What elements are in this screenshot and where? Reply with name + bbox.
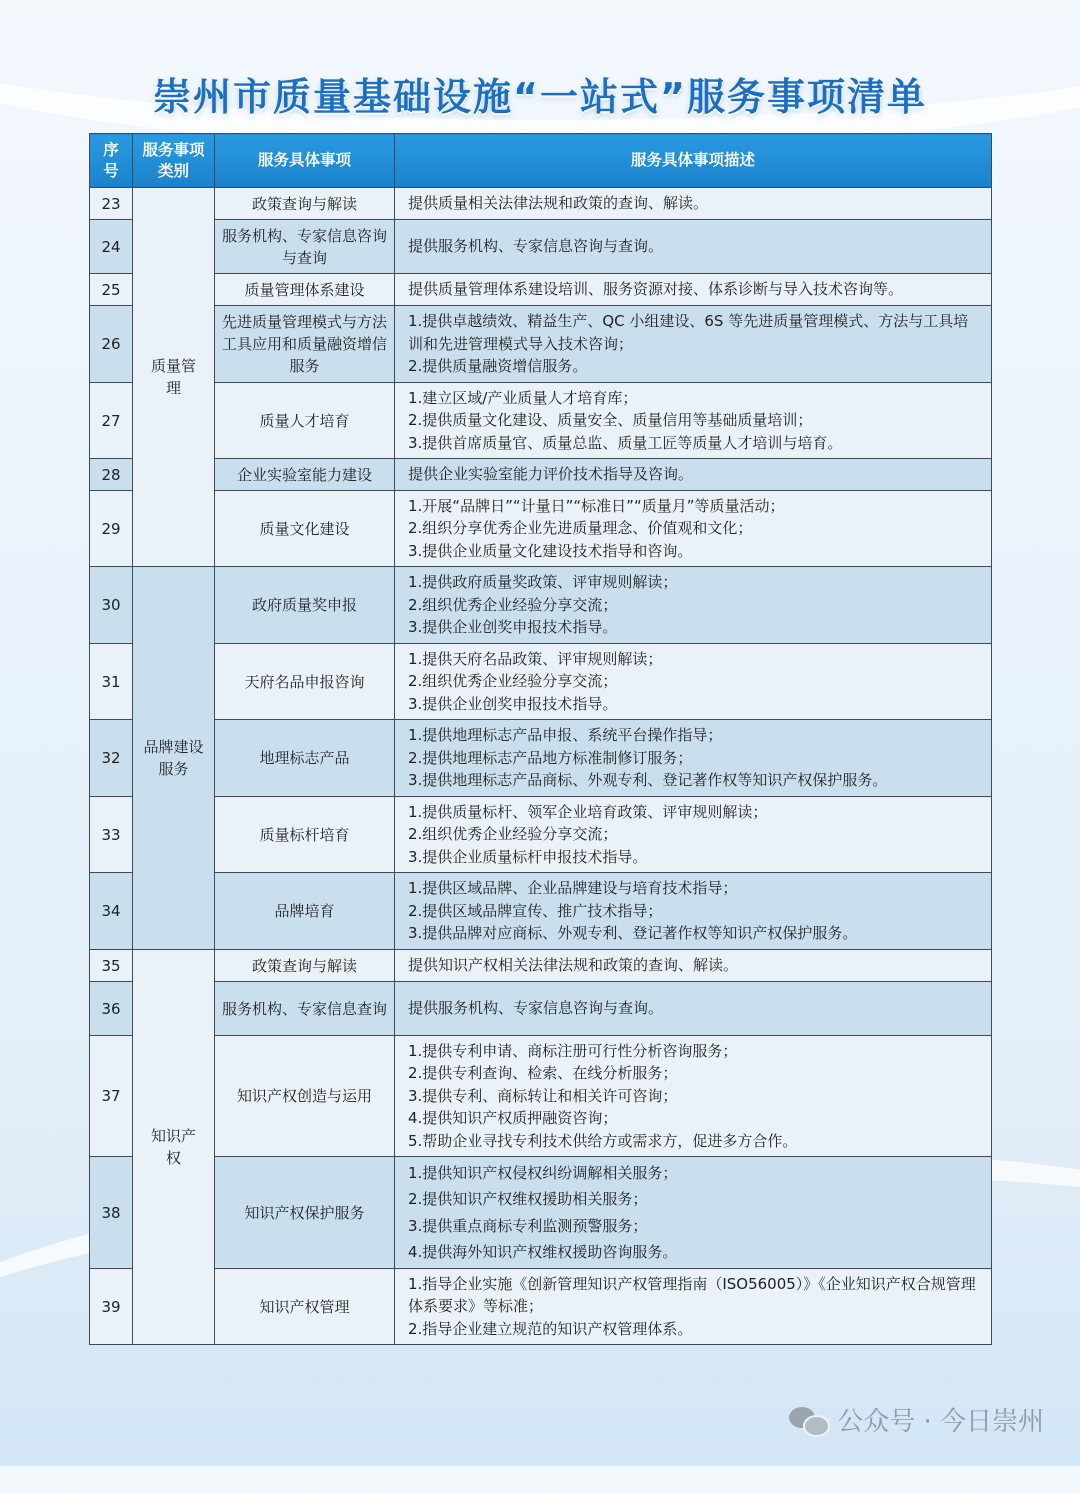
watermark (789, 1401, 1044, 1438)
table-row (90, 644, 992, 720)
row-no: 32 (90, 720, 133, 797)
row-desc: 1.指导企业实施《创新管理知识产权管理指南（ISO56005）》《企业知识产权合规管理体系要求》等标准； 2.指导企业建立规范的知识产权管理体系。 (395, 1269, 992, 1345)
row-desc: 1.提供质量标杆、领军企业培育政策、评审规则解读； 2.组织优秀企业经验分享交流； 3.提供企业质量标杆申报技术指导。 (395, 797, 992, 873)
row-no: 24 (90, 220, 133, 274)
table-row (90, 306, 992, 383)
watermark-text: 公众号 · 今日崇州 (837, 1407, 1044, 1437)
row-no: 38 (90, 1157, 133, 1269)
row-item: 先进质量管理模式与方法工具应用和质量融资增信服务 (215, 306, 395, 383)
row-no: 37 (90, 1036, 133, 1157)
table-row (90, 274, 992, 306)
page-title: 崇州市质量基础设施“一站式”服务事项清单 (153, 75, 927, 119)
category-ip: 知识产权 (133, 950, 215, 1345)
table-row (90, 220, 992, 274)
row-desc: 1.提供天府名品政策、评审规则解读； 2.组织优秀企业经验分享交流； 3.提供企业创奖申报技术指导。 (395, 644, 992, 720)
table-row (90, 720, 992, 797)
row-desc: 提供企业实验室能力评价技术指导及咨询。 (395, 459, 992, 491)
row-desc: 1.提供政府质量奖政策、评审规则解读； 2.组织优秀企业经验分享交流； 3.提供企业创奖申报技术指导。 (395, 567, 992, 644)
category-brand: 品牌建设服务 (133, 567, 215, 950)
table-row (90, 1269, 992, 1345)
row-no: 29 (90, 491, 133, 567)
row-no: 25 (90, 274, 133, 306)
table-row (90, 1157, 992, 1269)
row-no: 36 (90, 982, 133, 1036)
table-row (90, 188, 992, 220)
row-desc: 1.提供专利申请、商标注册可行性分析咨询服务； 2.提供专利查询、检索、在线分析服务； 3.提供专利、商标转让和相关许可咨询； 4.提供知识产权质押融资咨询； 5.帮助企业寻找专利技术供给方或需求方，促进多方合作。 (395, 1036, 992, 1157)
row-no: 28 (90, 459, 133, 491)
row-desc: 1.提供卓越绩效、精益生产、QC 小组建设、6S 等先进质量管理模式、方法与工具培训和先进管理模式导入技术咨询； 2.提供质量融资增信服务。 (395, 306, 992, 383)
table-row (90, 950, 992, 982)
row-item: 服务机构、专家信息咨询与查询 (215, 220, 395, 274)
header-no: 序号 (90, 134, 133, 188)
row-desc: 1.提供知识产权侵权纠纷调解相关服务； 2.提供知识产权维权援助相关服务； 3.提供重点商标专利监测预警服务； 4.提供海外知识产权维权援助咨询服务。 (395, 1157, 992, 1269)
row-no: 34 (90, 873, 133, 950)
row-desc: 提供服务机构、专家信息咨询与查询。 (395, 220, 992, 274)
row-item: 地理标志产品 (215, 720, 395, 797)
row-item: 知识产权管理 (215, 1269, 395, 1345)
table-row (90, 491, 992, 567)
wechat-icon (789, 1405, 829, 1435)
header-item: 服务具体事项 (215, 134, 395, 188)
row-item: 政策查询与解读 (215, 188, 395, 220)
row-no: 39 (90, 1269, 133, 1345)
table-row (90, 797, 992, 873)
category-quality: 质量管理 (133, 188, 215, 567)
table-row (90, 982, 992, 1036)
row-item: 政府质量奖申报 (215, 567, 395, 644)
row-item: 质量文化建设 (215, 491, 395, 567)
row-desc: 提供知识产权相关法律法规和政策的查询、解读。 (395, 950, 992, 982)
service-table (89, 133, 992, 1345)
row-desc: 1.提供地理标志产品申报、系统平台操作指导； 2.提供地理标志产品地方标准制修订服务； 3.提供地理标志产品商标、外观专利、登记著作权等知识产权保护服务。 (395, 720, 992, 797)
table-row (90, 1036, 992, 1157)
row-desc: 1.提供区域品牌、企业品牌建设与培育技术指导； 2.提供区域品牌宣传、推广技术指导； 3.提供品牌对应商标、外观专利、登记著作权等知识产权保护服务。 (395, 873, 992, 950)
row-item: 天府名品申报咨询 (215, 644, 395, 720)
row-item: 服务机构、专家信息查询 (215, 982, 395, 1036)
row-no: 30 (90, 567, 133, 644)
row-item: 质量管理体系建设 (215, 274, 395, 306)
header-desc: 服务具体事项描述 (395, 134, 992, 188)
table-row (90, 383, 992, 459)
row-item: 知识产权保护服务 (215, 1157, 395, 1269)
row-desc: 提供质量相关法律法规和政策的查询、解读。 (395, 188, 992, 220)
row-no: 33 (90, 797, 133, 873)
row-no: 35 (90, 950, 133, 982)
row-item: 质量标杆培育 (215, 797, 395, 873)
row-item: 质量人才培育 (215, 383, 395, 459)
row-desc: 1.建立区域/产业质量人才培育库； 2.提供质量文化建设、质量安全、质量信用等基础质量培训； 3.提供首席质量官、质量总监、质量工匠等质量人才培训与培育。 (395, 383, 992, 459)
header-category: 服务事项类别 (133, 134, 215, 188)
row-desc: 1.开展“品牌日”“计量日”“标准日”“质量月”等质量活动； 2.组织分享优秀企业先进质量理念、价值观和文化； 3.提供企业质量文化建设技术指导和咨询。 (395, 491, 992, 567)
row-item: 政策查询与解读 (215, 950, 395, 982)
row-item: 企业实验室能力建设 (215, 459, 395, 491)
table-row (90, 567, 992, 644)
row-desc: 提供服务机构、专家信息咨询与查询。 (395, 982, 992, 1036)
row-no: 26 (90, 306, 133, 383)
table-row (90, 459, 992, 491)
table-row (90, 873, 992, 950)
row-no: 27 (90, 383, 133, 459)
row-no: 31 (90, 644, 133, 720)
row-desc: 提供质量管理体系建设培训、服务资源对接、体系诊断与导入技术咨询等。 (395, 274, 992, 306)
row-item: 知识产权创造与运用 (215, 1036, 395, 1157)
row-item: 品牌培育 (215, 873, 395, 950)
row-no: 23 (90, 188, 133, 220)
